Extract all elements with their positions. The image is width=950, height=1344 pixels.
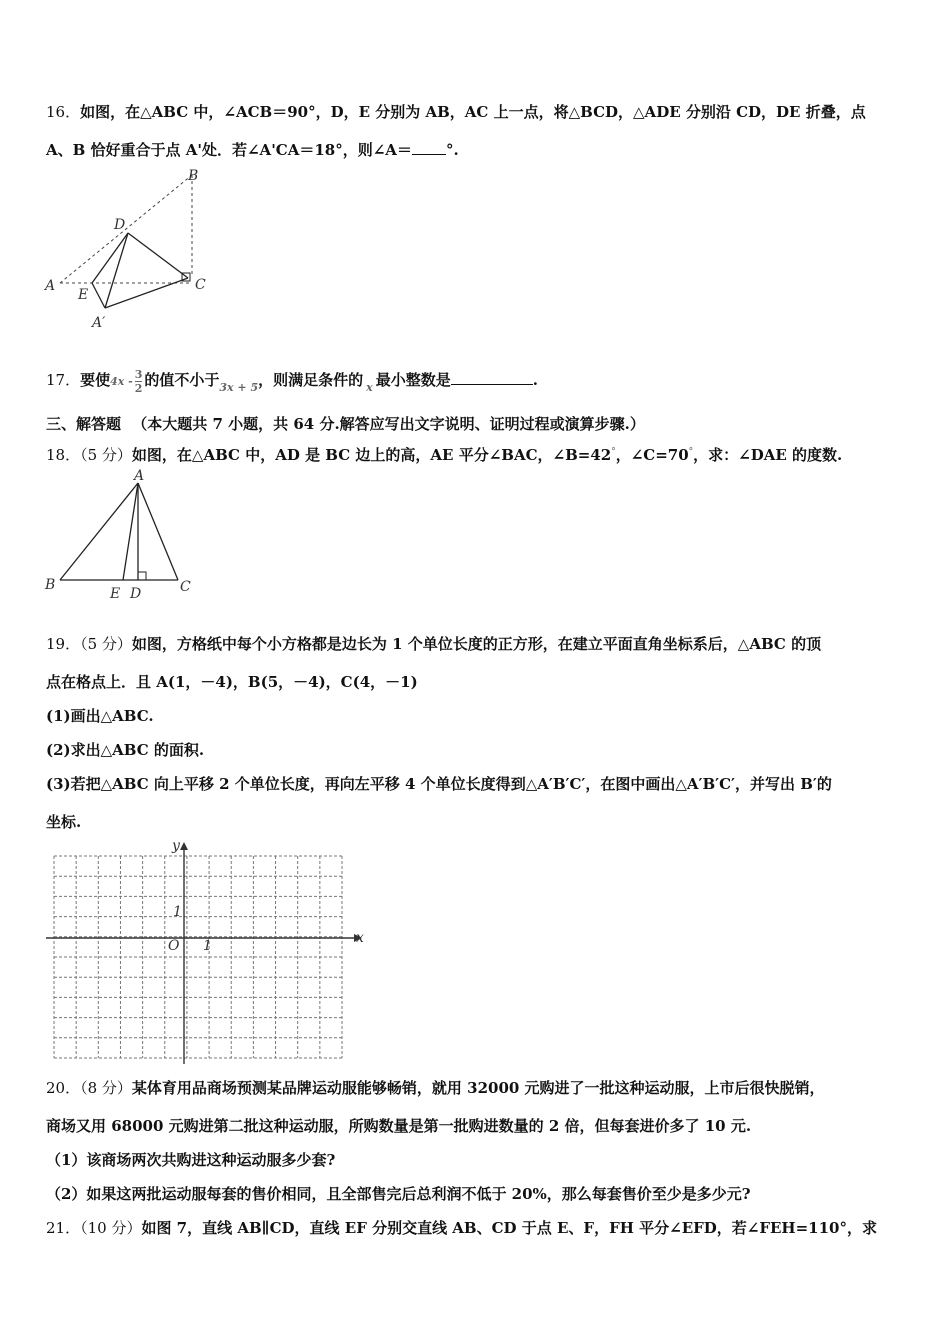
- q17-fraction-den: 2: [134, 381, 143, 395]
- q19-label-one-x: 1: [203, 938, 212, 954]
- q19-line2: [46, 672, 418, 692]
- q18-text-b: ，∠C=70: [615, 446, 689, 464]
- q16-figure: [40, 165, 220, 335]
- q19-label-one-y: 1: [173, 904, 182, 920]
- q20-part1: （1）该商场两次共购进这种运动服多少套?: [46, 1151, 336, 1169]
- q18-figure: [40, 468, 210, 603]
- q19-label-origin: O: [168, 938, 180, 954]
- q19-part3: (3)若把△ABC 向上平移 2 个单位长度，再向左平移 4 个单位长度得到△A′B′C′，在图中画出△A′B′C′，并写出 B′的: [46, 775, 832, 793]
- q19-line1: [46, 634, 821, 654]
- q18-score: （5 分）: [80, 446, 132, 464]
- q20-text-1: 某体育用品商场预测某品牌运动服能够畅销，就用 32000 元购进了一批这种运动服，上市后很快脱销，: [131, 1079, 825, 1097]
- q16-label-a: A: [45, 278, 56, 294]
- q17-number: 17．: [46, 371, 81, 389]
- q17-text-b: 的值不小于: [144, 371, 220, 389]
- section3-heading: [46, 414, 645, 434]
- section3-note: （本大题共 7 小题，共 64 分.解答应写出文字说明、证明过程或演算步骤.）: [132, 415, 645, 433]
- q17-answer-blank[interactable]: [451, 370, 533, 385]
- q17-text-d: 最小整数是: [375, 371, 451, 389]
- q16-line1: [46, 102, 866, 122]
- q21-text-1: 如图 7，直线 AB∥CD，直线 EF 分别交直线 AB、CD 于点 E、F，FH 平分∠EFD，若∠FEH=110°，求: [141, 1219, 877, 1237]
- q20-number: 20．: [46, 1079, 81, 1097]
- q19-grid-lines: [54, 856, 342, 1058]
- q17-line: [46, 368, 538, 394]
- q19-y-axis-arrow: [180, 842, 188, 850]
- q16-line-dc: [128, 233, 188, 278]
- q18-label-e: E: [110, 586, 121, 602]
- q16-text-2a: A、B 恰好重合于点 A'处．若∠A'CA＝18°，则∠A＝: [46, 141, 412, 159]
- q16-text-1: 如图，在△ABC 中，∠ACB＝90°，D，E 分别为 AB，AC 上一点，将△BCD，△ADE 分别沿 CD，DE 折叠，点: [80, 103, 866, 121]
- q16-line-de: [92, 233, 128, 283]
- q18-line: [46, 442, 842, 465]
- q18-right-angle-mark: [138, 572, 146, 580]
- q20-part2: （2）如果这两批运动服每套的售价相同，且全部售完后总利润不低于 20%，那么每套售价至少是多少元?: [46, 1185, 751, 1203]
- q17-fraction: [135, 369, 143, 394]
- q16-text-2b: °.: [445, 141, 459, 159]
- q17-expr2: 3x + 5: [219, 381, 259, 394]
- q18-text-c: ，求：∠DAE 的度数.: [693, 446, 843, 464]
- q18-number: 18．: [46, 446, 81, 464]
- q19-score: （5 分）: [80, 635, 132, 653]
- q18-line-ab: [60, 483, 138, 580]
- q19-part3-cont: 坐标.: [46, 813, 82, 831]
- q20-score: （8 分）: [80, 1079, 132, 1097]
- q19-label-x: x: [356, 930, 364, 946]
- q19-text-1: 如图，方格纸中每个小方格都是边长为 1 个单位长度的正方形，在建立平面直角坐标系后，△ABC 的顶: [131, 635, 822, 653]
- q19-number: 19．: [46, 635, 81, 653]
- q18-degree-2: °: [688, 447, 694, 457]
- q16-label-d: D: [114, 217, 126, 233]
- q16-line-da1: [105, 233, 128, 308]
- q21-line1: [46, 1218, 877, 1238]
- q17-text-e: .: [532, 371, 538, 389]
- q18-text-a: 如图，在△ABC 中，AD 是 BC 边上的高，AE 平分∠BAC，∠B=42: [131, 446, 612, 464]
- q18-label-a: A: [134, 468, 145, 484]
- q16-label-c: C: [195, 277, 206, 293]
- q16-label-e: E: [78, 287, 89, 303]
- q18-label-d: D: [130, 586, 142, 602]
- q18-degree-1: °: [611, 447, 616, 457]
- q17-text-a: 要使: [80, 371, 111, 389]
- q19-part1: (1)画出△ABC.: [46, 707, 154, 725]
- q16-answer-blank[interactable]: [412, 140, 446, 155]
- q19-label-y: y: [172, 838, 180, 854]
- q17-text-c: ，则满足条件的: [258, 371, 364, 389]
- q18-label-b: B: [45, 577, 56, 593]
- q18-line-ac: [138, 483, 178, 580]
- q17-fraction-num: 3: [134, 367, 143, 381]
- q20-line1: [46, 1078, 825, 1098]
- q21-number: 21．: [46, 1219, 81, 1237]
- q21-score: （10 分）: [80, 1219, 142, 1237]
- q16-label-a-prime: A′: [92, 315, 106, 331]
- q19-grid-figure: [42, 838, 372, 1070]
- q19-part2: (2)求出△ABC 的面积.: [46, 741, 205, 759]
- section3-title: 三、解答题: [46, 415, 122, 433]
- q20-line2: 商场又用 68000 元购进第二批这种运动服，所购数量是第一批购进数量的 2 倍，但每套进价多了 10 元.: [46, 1117, 752, 1135]
- q18-label-c: C: [180, 579, 191, 595]
- q17-var-x: x: [366, 381, 373, 394]
- q16-number: 16．: [46, 103, 81, 121]
- q18-line-ae: [123, 483, 138, 580]
- q17-expr1-prefix: 4x -: [110, 375, 133, 388]
- q16-label-b: B: [188, 168, 199, 184]
- q16-line2: [46, 140, 459, 160]
- q19-text-2: 点在格点上．且 A(1，－4)，B(5，－4)，C(4，－1): [46, 673, 418, 691]
- q16-line-ea1: [92, 283, 105, 308]
